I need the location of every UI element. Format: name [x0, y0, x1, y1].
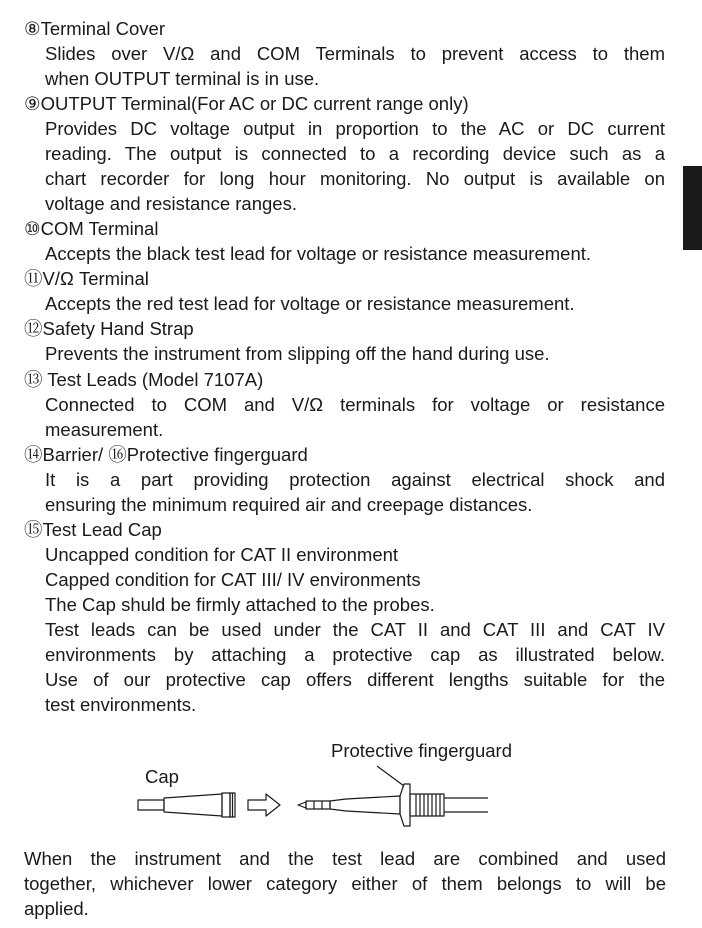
footer-line: together, whichever lower category either of them belongs to will be — [24, 873, 666, 894]
footer-line: When the instrument and the test lead are combined and used — [24, 848, 666, 869]
section-body-line: Connected to COM and V/Ω terminals for voltage or resistance — [45, 394, 665, 415]
chapter-edge-tab — [683, 166, 702, 250]
section-heading-test-leads: ⑬ Test Leads (Model 7107A) — [24, 369, 264, 390]
section-heading-v-ohm-terminal: ⑪V/Ω Terminal — [24, 268, 149, 289]
section-body-line: Prevents the instrument from slipping off the hand during use. — [45, 343, 550, 364]
section-body-line: chart recorder for long hour monitoring. No output is available on — [45, 168, 665, 189]
section-body-line: It is a part providing protection against electrical shock and — [45, 469, 665, 490]
section-body-line: Use of our protective cap offers different lengths suitable for the — [45, 669, 665, 690]
section-heading-output-terminal: ⑨OUTPUT Terminal(For AC or DC current range only) — [24, 93, 469, 114]
section-body-line: Test leads can be used under the CAT II and CAT III and CAT IV — [45, 619, 665, 640]
cap-label: Cap — [145, 766, 179, 787]
section-heading-safety-hand-strap: ⑫Safety Hand Strap — [24, 318, 194, 339]
section-body-line: Uncapped condition for CAT II environment — [45, 544, 399, 565]
section-heading-terminal-cover: ⑧Terminal Cover — [24, 18, 165, 39]
section-body-line: Capped condition for CAT III/ IV environments — [45, 569, 421, 590]
section-body-line: environments by attaching a protective cap as illustrated below. — [45, 644, 665, 665]
section-body-line: Provides DC voltage output in proportion to the AC or DC current — [45, 118, 665, 139]
section-body-line: reading. The output is connected to a recording device such as a — [45, 143, 665, 164]
section-heading-com-terminal: ⑩COM Terminal — [24, 218, 159, 239]
section-body-line: measurement. — [45, 419, 164, 440]
right-arrow-icon — [248, 794, 280, 816]
section-body-line: Slides over V/Ω and COM Terminals to prevent access to them — [45, 43, 665, 64]
fingerguard-leader-line — [377, 766, 404, 786]
fingerguard-label: Protective fingerguard — [331, 740, 512, 761]
section-body-line: Accepts the red test lead for voltage or resistance measurement. — [45, 293, 575, 314]
test-lead-cap-figure — [0, 730, 702, 840]
footer-line: applied. — [24, 898, 89, 919]
probe-shape — [298, 784, 488, 826]
section-heading-barrier-fingerguard: ⑭Barrier/ ⑯Protective fingerguard — [24, 444, 308, 465]
section-body-line: ensuring the minimum required air and creepage distances. — [45, 494, 533, 515]
section-body-line: The Cap shuld be firmly attached to the probes. — [45, 594, 435, 615]
cap-shape — [138, 793, 235, 817]
section-heading-test-lead-cap: ⑮Test Lead Cap — [24, 519, 162, 540]
section-body-line: voltage and resistance ranges. — [45, 193, 297, 214]
section-body-line: when OUTPUT terminal is in use. — [45, 68, 320, 89]
section-body-line: Accepts the black test lead for voltage or resistance measurement. — [45, 243, 592, 264]
section-body-line: test environments. — [45, 694, 197, 715]
cap-probe-illustration — [0, 730, 702, 840]
